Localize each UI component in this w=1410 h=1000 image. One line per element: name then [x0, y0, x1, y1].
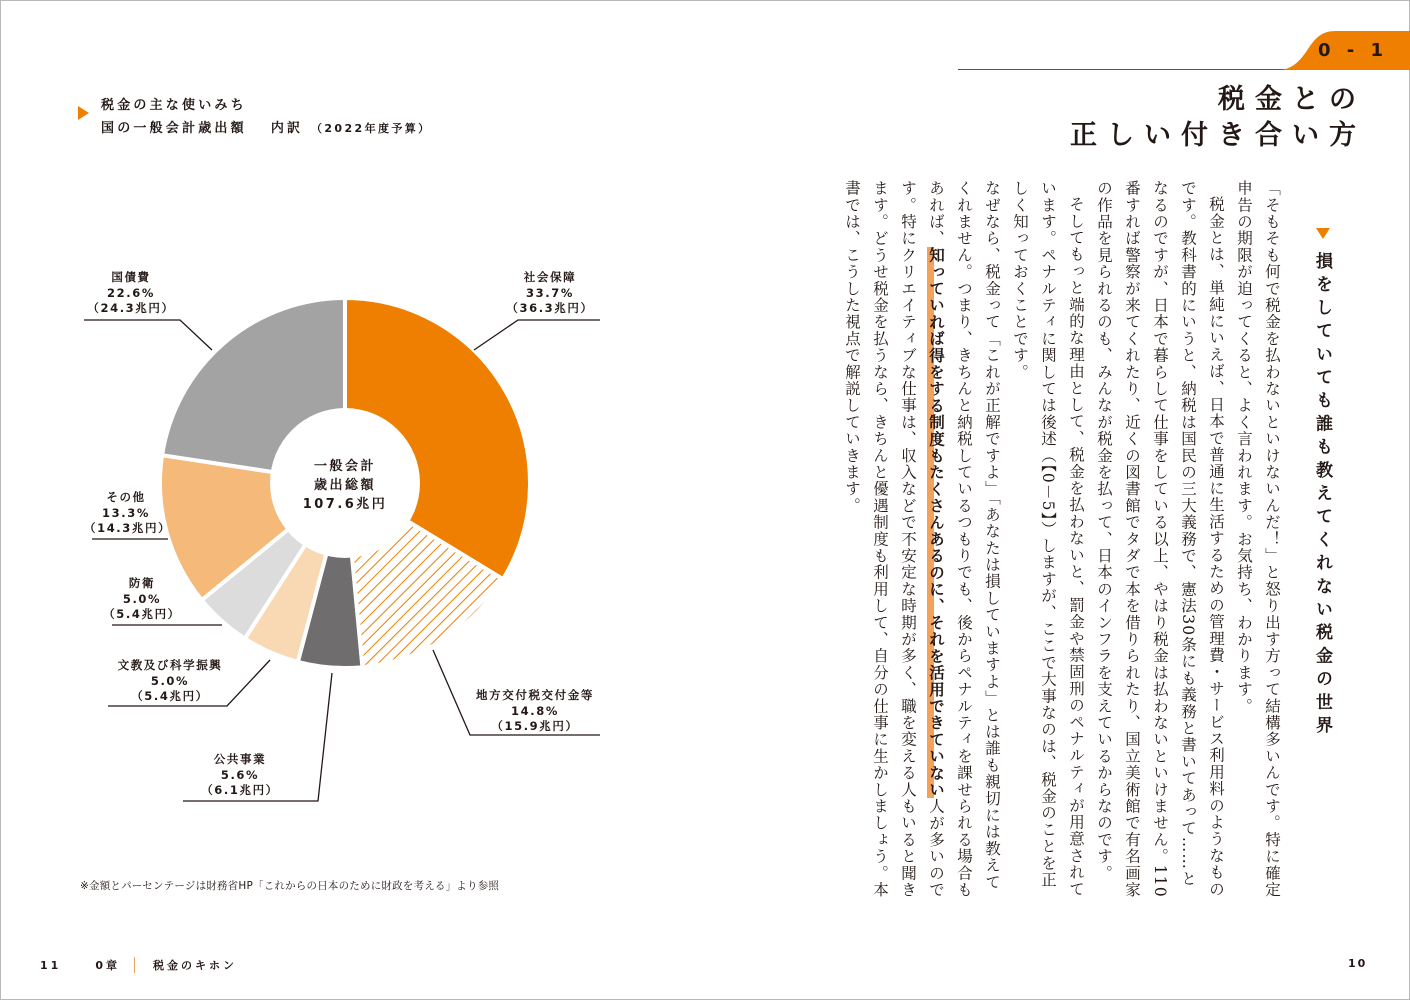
slice-percent: 33.7% [526, 285, 574, 300]
header-rule [958, 69, 1288, 70]
section-number: 0 - 1 [1318, 40, 1389, 61]
title-line1: 税金との [1218, 84, 1366, 115]
body-text [786, 180, 1286, 900]
slice-name: 国債費 [111, 270, 151, 284]
left-page-number: 11 [40, 958, 62, 972]
center-total: 107.6兆円 [302, 497, 388, 512]
chart-caption-line1: 税金の主な使いみち [101, 98, 247, 113]
slice-percent: 13.3% [102, 505, 150, 520]
title-line2: 正しい付き合い方 [1070, 120, 1366, 151]
slice-value: （36.3兆円） [506, 301, 594, 315]
slice-name: 文教及び科学振興 [117, 658, 223, 672]
label-kokyo-jigyo [195, 752, 285, 799]
paragraph: そしてもっと端的な理由として、税金を払わないと、罰金や禁固刑のペナルティが用意されています。ペナルティに関しては後述（【0－5】）しますが、ここで大事なのは、税金のことを正しく知っておくことです。 [1011, 180, 1085, 897]
caption-sub: 内訳 [270, 121, 304, 136]
label-boei [100, 576, 184, 623]
label-sonota [84, 490, 172, 537]
slice-name: その他 [106, 490, 146, 504]
paragraph-text: 人が多いのです。特にクリエイティブな仕事は、収入などで不安定な時期が多く、職を変える人もいると聞きます。どうせ税金を払うなら、きちんと優遇制度も利用して、自分の仕事に生かしましょう。本書では、こうした視点で解説していきます。 [843, 180, 945, 899]
section-heading: 損をしていても誰も教えてくれない税金の世界 [1312, 252, 1332, 740]
slice-percent: 5.6% [220, 767, 260, 782]
slice-value: （15.9兆円） [491, 719, 579, 733]
footer-divider [134, 957, 135, 973]
highlighted-text: 知っていれば得をする制度もたくさんあるのに、それを活用できていない [927, 246, 945, 798]
slice-value: （6.1兆円） [201, 783, 279, 797]
label-shakai-hosho [505, 270, 595, 317]
paragraph-text: なぜなら、税金って「これが正解ですよ」「あなたは損していますよ」とは誰も親切には教えてくれません。つまり、きちんと納税しているつもりでも、後からペナルティを課せられる場合もあれば、 [927, 180, 1001, 899]
slice-percent: 5.0% [122, 591, 162, 606]
source-note: ※金額とパーセンテージは財務省HP「これからの日本のために財政を考える」より参照 [80, 880, 500, 892]
paragraph [838, 180, 1006, 900]
paragraph: 「そもそも何で税金を払わないといけないんだ！」と怒り出す方って結構多いんです。特に確定申告の期限が迫ってくると、よく言われます。お気持ち、わかります。 [1235, 180, 1281, 899]
slice-name: 公共事業 [213, 752, 267, 766]
label-chihou-koufuzei [465, 688, 605, 735]
slice-name: 防衛 [128, 576, 156, 590]
slice-percent: 22.6% [107, 285, 155, 300]
slice-percent: 14.8% [511, 703, 559, 718]
slice-name: 地方交付税交付金等 [476, 688, 594, 702]
section-heading-marker-icon [1316, 228, 1330, 239]
chapter-title: 税金のキホン [152, 959, 237, 972]
slice-value: （5.4兆円） [131, 689, 209, 703]
caption-main: 国の一般会計歳出額 [101, 121, 247, 136]
chapter-label: 0章 [95, 959, 120, 972]
left-footer [40, 957, 237, 973]
caption-year: （2022年度予算） [310, 122, 432, 135]
page-title [1070, 82, 1366, 154]
leader-line-shakai-hosho [474, 320, 600, 350]
slice-percent: 5.0% [150, 673, 190, 688]
slice-value: （24.3兆円） [87, 301, 175, 315]
center-line1: 一般会計 [313, 459, 376, 474]
label-kokusaihi [86, 270, 176, 317]
right-page-number: 10 [1348, 957, 1368, 970]
paragraph: 税金とは、単純にいえば、日本で普通に生活するための管理費・サービス利用料のようなものです。教科書的にいうと、納税は国民の三大義務で、憲法30条にも義務と書いてあって……となるのですが、日本で暮らして仕事をしている以上、やはり税金は払わないといけません。110番すれば警察が来てくれたり、近くの図書館でタダで本を借りられたり、国立美術館で有名画家の作品を見られるのも、みんなが税金を払って、日本のインフラを支えているからなのです。 [1095, 180, 1225, 899]
slice-name: 社会保障 [523, 270, 577, 284]
slice-value: （5.4兆円） [103, 607, 181, 621]
leader-line-kokusaihi [84, 320, 212, 350]
slice-value: （14.3兆円） [84, 521, 172, 535]
donut-center-label [285, 457, 405, 514]
center-line2: 歳出総額 [313, 478, 376, 493]
label-bunkyo [100, 658, 240, 705]
